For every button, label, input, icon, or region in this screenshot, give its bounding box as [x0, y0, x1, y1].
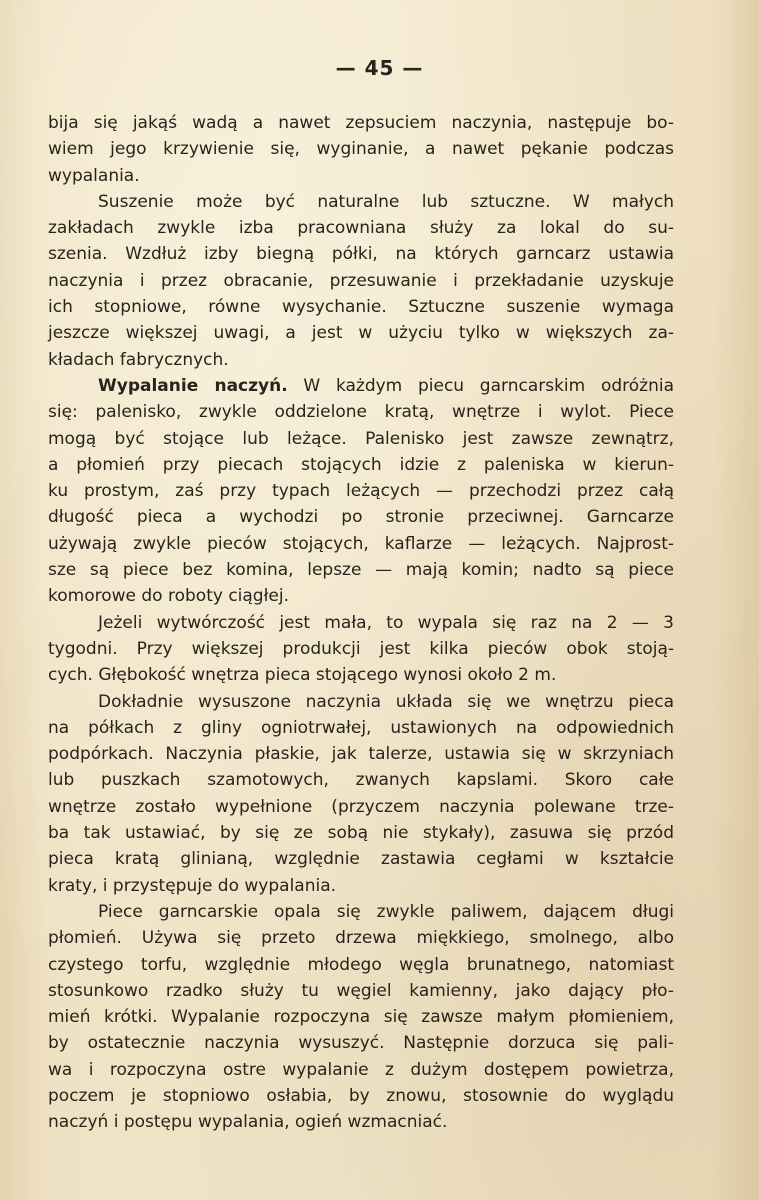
paragraph-line: naczyń i postępu wypalania, ogień wzmacniać.: [48, 1112, 448, 1133]
paragraph-line: kraty, i przystępuje do wypalania.: [48, 875, 337, 896]
paragraph-line: mogą być stojące lub leżące. Palenisko jest zawsze zewnątrz,: [48, 428, 674, 449]
paragraph-line: lub puszkach szamotowych, zwanych kapslami. Skoro całe: [48, 770, 674, 791]
paragraph-line: ba tak ustawiać, by się ze sobą nie stykały), zasuwa się przód: [48, 823, 674, 844]
paragraph-line: długość pieca a wychodzi po stronie przeciwnej. Garncarze: [48, 507, 674, 528]
paragraph-line: używają zwykle pieców stojących, kaflarze — leżących. Najprost-: [48, 533, 674, 554]
paragraph-line: Dokładnie wysuszone naczynia układa się we wnętrzu pieca: [98, 691, 674, 712]
paragraph-line: ich stopniowe, równe wysychanie. Sztuczne suszenie wymaga: [48, 297, 674, 318]
paragraph-line: tygodni. Przy większej produkcji jest kilka pieców obok stoją-: [48, 638, 674, 659]
paragraph-line: bija się jakąś wadą a nawet zepsuciem naczynia, następuje bo-: [48, 113, 674, 133]
paragraph-line: wnętrze zostało wypełnione (przyczem naczynia polewane trze-: [48, 796, 674, 817]
paragraph-line: czystego torfu, względnie młodego węgla brunatnego, natomiast: [48, 954, 674, 975]
paragraph-line: się: palenisko, zwykle oddzielone kratą, wnętrze i wylot. Piece: [48, 402, 674, 423]
paragraph-line: poczem je stopniowo osłabia, by znowu, stosownie do wyglądu: [48, 1085, 674, 1106]
paragraph-line: a płomień przy piecach stojących idzie z paleniska w kierun-: [48, 454, 674, 475]
paragraph-line: jeszcze większej uwagi, a jest w użyciu tylko w większych za-: [48, 323, 674, 344]
paragraph-line: W każdym piecu garncarskim odróżnia: [287, 375, 674, 396]
paragraph-line: zakładach zwykle izba pracowniana służy za lokal do su-: [48, 218, 674, 239]
paragraph-line: pieca kratą glinianą, względnie zastawia cegłami w kształcie: [48, 849, 674, 870]
paragraph-line: na półkach z gliny ogniotrwałej, ustawionych na odpowiednich: [48, 717, 674, 738]
page-number: — 45 —: [335, 56, 424, 80]
paragraph-line: wiem jego krzywienie się, wyginanie, a nawet pękanie podczas: [48, 139, 674, 160]
paragraph-line: Suszenie może być naturalne lub sztuczne. W małych: [98, 191, 674, 212]
paragraph-line: kładach fabrycznych.: [48, 349, 229, 370]
paragraph-line: Piece garncarskie opala się zwykle paliwem, dającem długi: [98, 901, 674, 922]
paragraph-line: ku prostym, zaś przy typach leżących — przechodzi przez całą: [48, 481, 674, 502]
paragraph-line: cych. Głębokość wnętrza pieca stojącego wynosi około 2 m.: [48, 665, 557, 686]
paragraph-line: wa i rozpoczyna ostre wypalanie z dużym dostępem powietrza,: [48, 1059, 674, 1080]
body-text: [48, 110, 674, 1136]
paragraph-line: komorowe do roboty ciągłej.: [48, 586, 290, 607]
paragraph-line: by ostatecznie naczynia wysuszyć. Następnie dorzuca się pali-: [48, 1033, 674, 1054]
paragraph-line: płomień. Używa się przeto drzewa miękkiego, smolnego, albo: [48, 928, 674, 949]
paragraph-line: Jeżeli wytwórczość jest mała, to wypala się raz na 2 — 3: [98, 612, 674, 633]
paragraph-line: sze są piece bez komina, lepsze — mają komin; nadto są piece: [48, 560, 674, 581]
section-heading: Wypalanie naczyń.: [98, 375, 288, 396]
paragraph-line: szenia. Wzdłuż izby biegną półki, na których garncarz ustawia: [48, 244, 674, 265]
paragraph-line: wypalania.: [48, 165, 140, 186]
paragraph-line: stosunkowo rzadko służy tu węgiel kamienny, jako dający pło-: [48, 980, 674, 1001]
paragraph-line: naczynia i przez obracanie, przesuwanie i przekładanie uzyskuje: [48, 270, 674, 291]
paragraph-line: podpórkach. Naczynia płaskie, jak talerze, ustawia się w skrzyniach: [48, 744, 674, 765]
paragraph-line: mień krótki. Wypalanie rozpoczyna się zawsze małym płomieniem,: [48, 1007, 674, 1028]
